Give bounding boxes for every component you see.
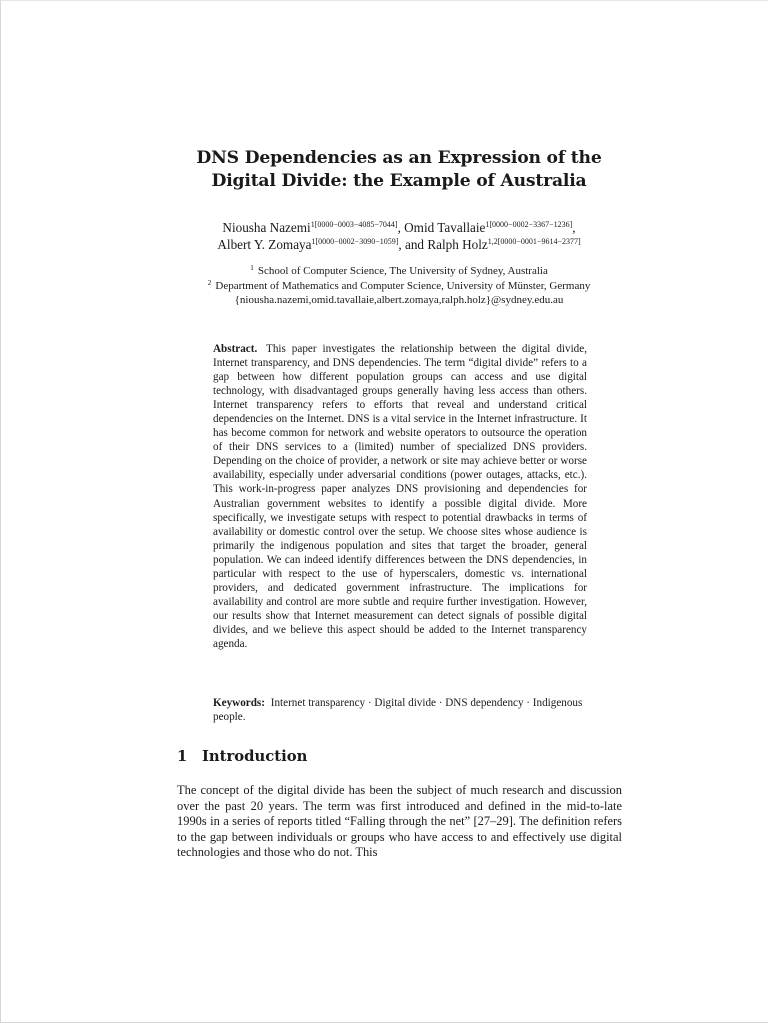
author-orcid: 1[0000−0002−3090−1059] [311,237,399,246]
affiliation-text: School of Computer Science, The University of Sydney, Australia [257,265,548,277]
author-separator: , [572,220,576,235]
author-orcid: 1[0000−0002−3367−1236] [485,220,573,229]
keywords-text: Internet transparency · Digital divide · DNS dependency · Indigenous people. [213,697,583,724]
author-orcid: 1[0000−0003−4085−7044] [310,220,398,229]
title-line-2: Digital Divide: the Example of Australia [211,171,587,191]
affiliation-text: Department of Mathematics and Computer Science, University of Münster, Germany [215,279,591,292]
keywords-label: Keywords: [213,697,265,709]
paper-title [151,147,647,193]
abstract-text: This paper investigates the relationship between the digital divide, Internet transparency, and DNS dependencies. The term “digital divide” refers to a gap between how different population groups can access and use digital technology, with disadvantaged groups generally having less access than others. Internet transparency refers to efforts that reveal and understand critical dependencies on the Internet. DNS is a vital service in the Internet infrastructure. It has become common for network and website operators to outsource the operation of their DNS services to a (limited) number of specialized DNS providers. Depending on the choice of provider, a network or site may achieve better or worse availability, especially under adversarial conditions (power outages, attacks, etc.). This work-in-progress paper analyzes DNS provisioning and dependencies for Australian government websites to identify a possible digital divide. More specifically, we investigate setups with respect to potential drawbacks in terms of availability or domestic control over the setup. We choose sites whose audience is primarily the indigenous population and sites that target the broader, general population. We can indeed identify differences between the DNS dependencies, in particular with respect to the use of hyperscalers, domestic vs. international providers, and dedicated government infrastructure. The implications for availability and control are more subtle and require further investigation. However, our results show that Internet measurement can detect signals of possible digital divides, and we believe this aspect should be added to the Internet transparency agenda. [213,343,587,650]
author-orcid: 1,2[0000−0001−9614−2377] [487,237,581,246]
author-line-2 [151,236,647,253]
section-heading [177,747,307,767]
author-name: Ralph Holz [427,237,488,252]
author-separator: , [397,220,405,235]
affiliation-mark: 1 [250,263,254,272]
author-emails: {niousha.nazemi,omid.tavallaie,albert.zomaya,ralph.holz}@sydney.edu.au [234,294,564,307]
author-name: Albert Y. Zomaya [217,237,312,252]
affiliations [151,264,647,308]
abstract-label: Abstract. [213,343,258,355]
author-list [151,219,647,253]
section-title: Introduction [202,748,308,765]
author-name: Omid Tavallaie [404,220,486,235]
affiliation-2 [151,279,647,294]
abstract [213,342,587,651]
intro-paragraph: The concept of the digital divide has been the subject of much research and discussion over the past 20 years. The term was first introduced and defined in the mid-to-late 1990s in a series of reports titled “Falling through the net” [27–29]. The definition refers to the gap between individuals or groups who have access to and effectively use digital technologies and those who do not. This [177,783,622,860]
title-line-1: DNS Dependencies as an Expression of the [196,148,602,168]
affiliation-1 [151,264,647,279]
author-name: Niousha Nazemi [222,220,311,235]
keywords [213,696,587,724]
section-number: 1 [177,748,188,765]
author-separator: , and [398,237,428,252]
author-line-1 [151,219,647,236]
affiliation-mark: 2 [207,277,212,287]
